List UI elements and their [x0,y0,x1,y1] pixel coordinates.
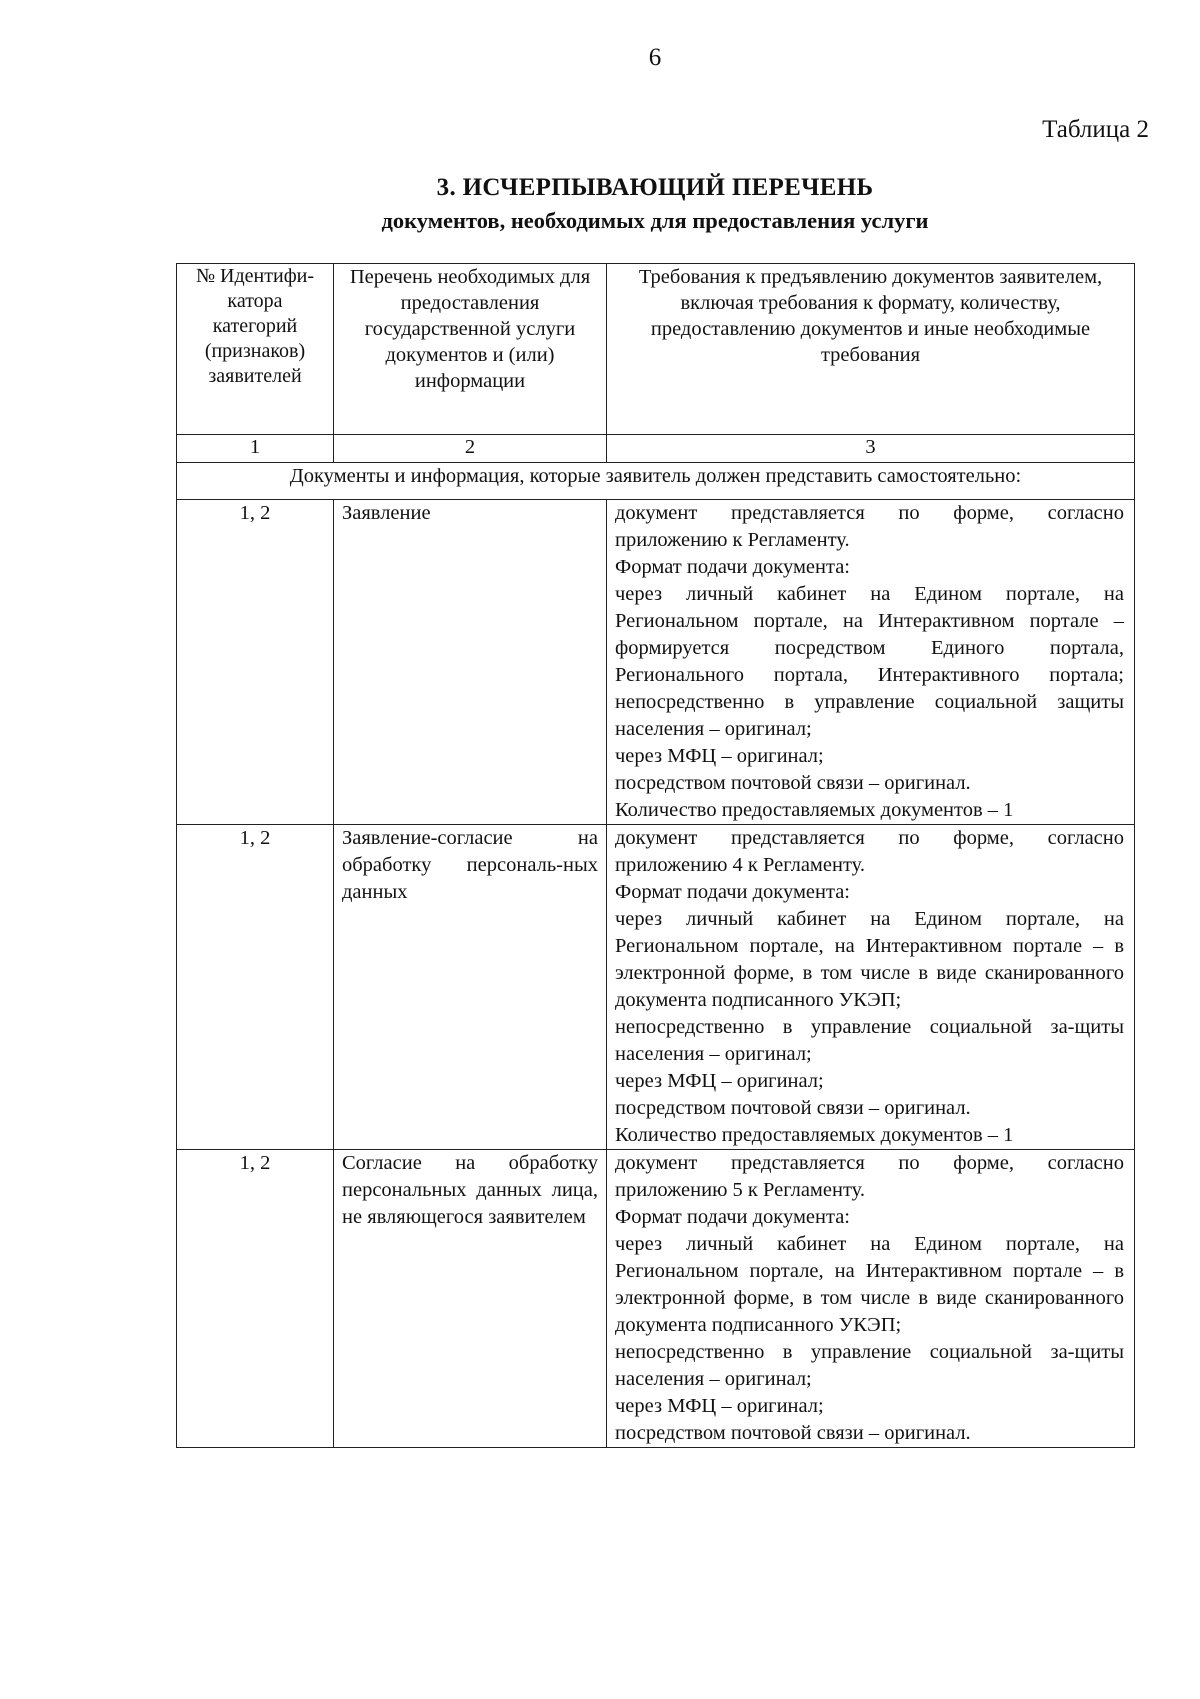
requirement-line: через МФЦ – оригинал; [615,1395,824,1417]
requirement-line: непосредственно в управление социальной за-щиты населения – оригинал; [615,1341,1124,1390]
requirements-cell [607,500,1135,825]
header-id-category: № Идентифи-катора категорий (признаков) заявителей [177,264,334,435]
requirement-line: документ представляется по форме, согласно приложению 5 к Регламенту. [615,1152,1124,1201]
requirement-line: посредством почтовой связи – оригинал. [615,1097,971,1119]
requirements-cell [607,1150,1135,1448]
requirement-line: Количество предоставляемых документов – 1 [615,1124,1014,1146]
column-number: 1 [177,435,334,463]
requirement-line: через личный кабинет на Едином портале, на Региональном портале, на Интерактивном портале – в электронной форме, в том числе в виде сканированного документа подписанного УКЭП; [615,1233,1124,1336]
requirement-line: Количество предоставляемых документов – 1 [615,799,1014,821]
requirement-line: документ представляется по форме, согласно приложению к Регламенту. [615,502,1124,551]
category-id-cell: 1, 2 [177,825,334,1150]
header-requirements: Требования к предъявлению документов заявителем, включая требования к формату, количеству, предоставлению документов и иные необходимые требования [607,264,1135,435]
section-header-row [177,463,1135,500]
table-row [177,1150,1135,1448]
table-label: Таблица 2 [1042,116,1149,143]
documents-table [176,263,1135,1448]
section-header-text: Документы и информация, которые заявитель должен представить самостоятельно: [177,463,1135,500]
column-number-row [177,435,1135,463]
requirement-line: посредством почтовой связи – оригинал. [615,772,971,794]
requirement-line: через МФЦ – оригинал; [615,745,824,767]
requirement-line: непосредственно в управление социальной защиты населения – оригинал; [615,691,1124,740]
requirement-line: Формат подачи документа: [615,881,850,903]
requirement-line: через личный кабинет на Едином портале, на Региональном портале, на Интерактивном портале – в электронной форме, в том числе в виде сканированного документа подписанного УКЭП; [615,908,1124,1011]
section-subtitle: документов, необходимых для предоставления услуги [381,208,929,233]
document-name-cell: Заявление [334,500,607,825]
table-row [177,825,1135,1150]
document-name-cell: Заявление-согласие на обработку персональ-ных данных [334,825,607,1150]
table-row [177,500,1135,825]
category-id-cell: 1, 2 [177,500,334,825]
column-number: 3 [607,435,1135,463]
column-number: 2 [334,435,607,463]
requirement-line: через личный кабинет на Едином портале, на Региональном портале, на Интерактивном портале – формируется посредством Единого портала, Регионального портала, Интерактивного портала; [615,583,1124,686]
requirement-line: документ представляется по форме, согласно приложению 4 к Регламенту. [615,827,1124,876]
document-name-cell: Согласие на обработку персональных данных лица, не являющегося заявителем [334,1150,607,1448]
page-number: 6 [648,44,662,71]
section-title: 3. ИСЧЕРПЫВАЮЩИЙ ПЕРЕЧЕНЬ [436,174,874,201]
requirement-line: через МФЦ – оригинал; [615,1070,824,1092]
requirements-cell [607,825,1135,1150]
requirement-line: посредством почтовой связи – оригинал. [615,1422,971,1444]
table-header-row [177,264,1135,435]
requirement-line: непосредственно в управление социальной за-щиты населения – оригинал; [615,1016,1124,1065]
header-documents-list: Перечень необходимых для предоставления государственной услуги документов и (или) информации [334,264,607,435]
requirement-line: Формат подачи документа: [615,1206,850,1228]
requirement-line: Формат подачи документа: [615,556,850,578]
category-id-cell: 1, 2 [177,1150,334,1448]
